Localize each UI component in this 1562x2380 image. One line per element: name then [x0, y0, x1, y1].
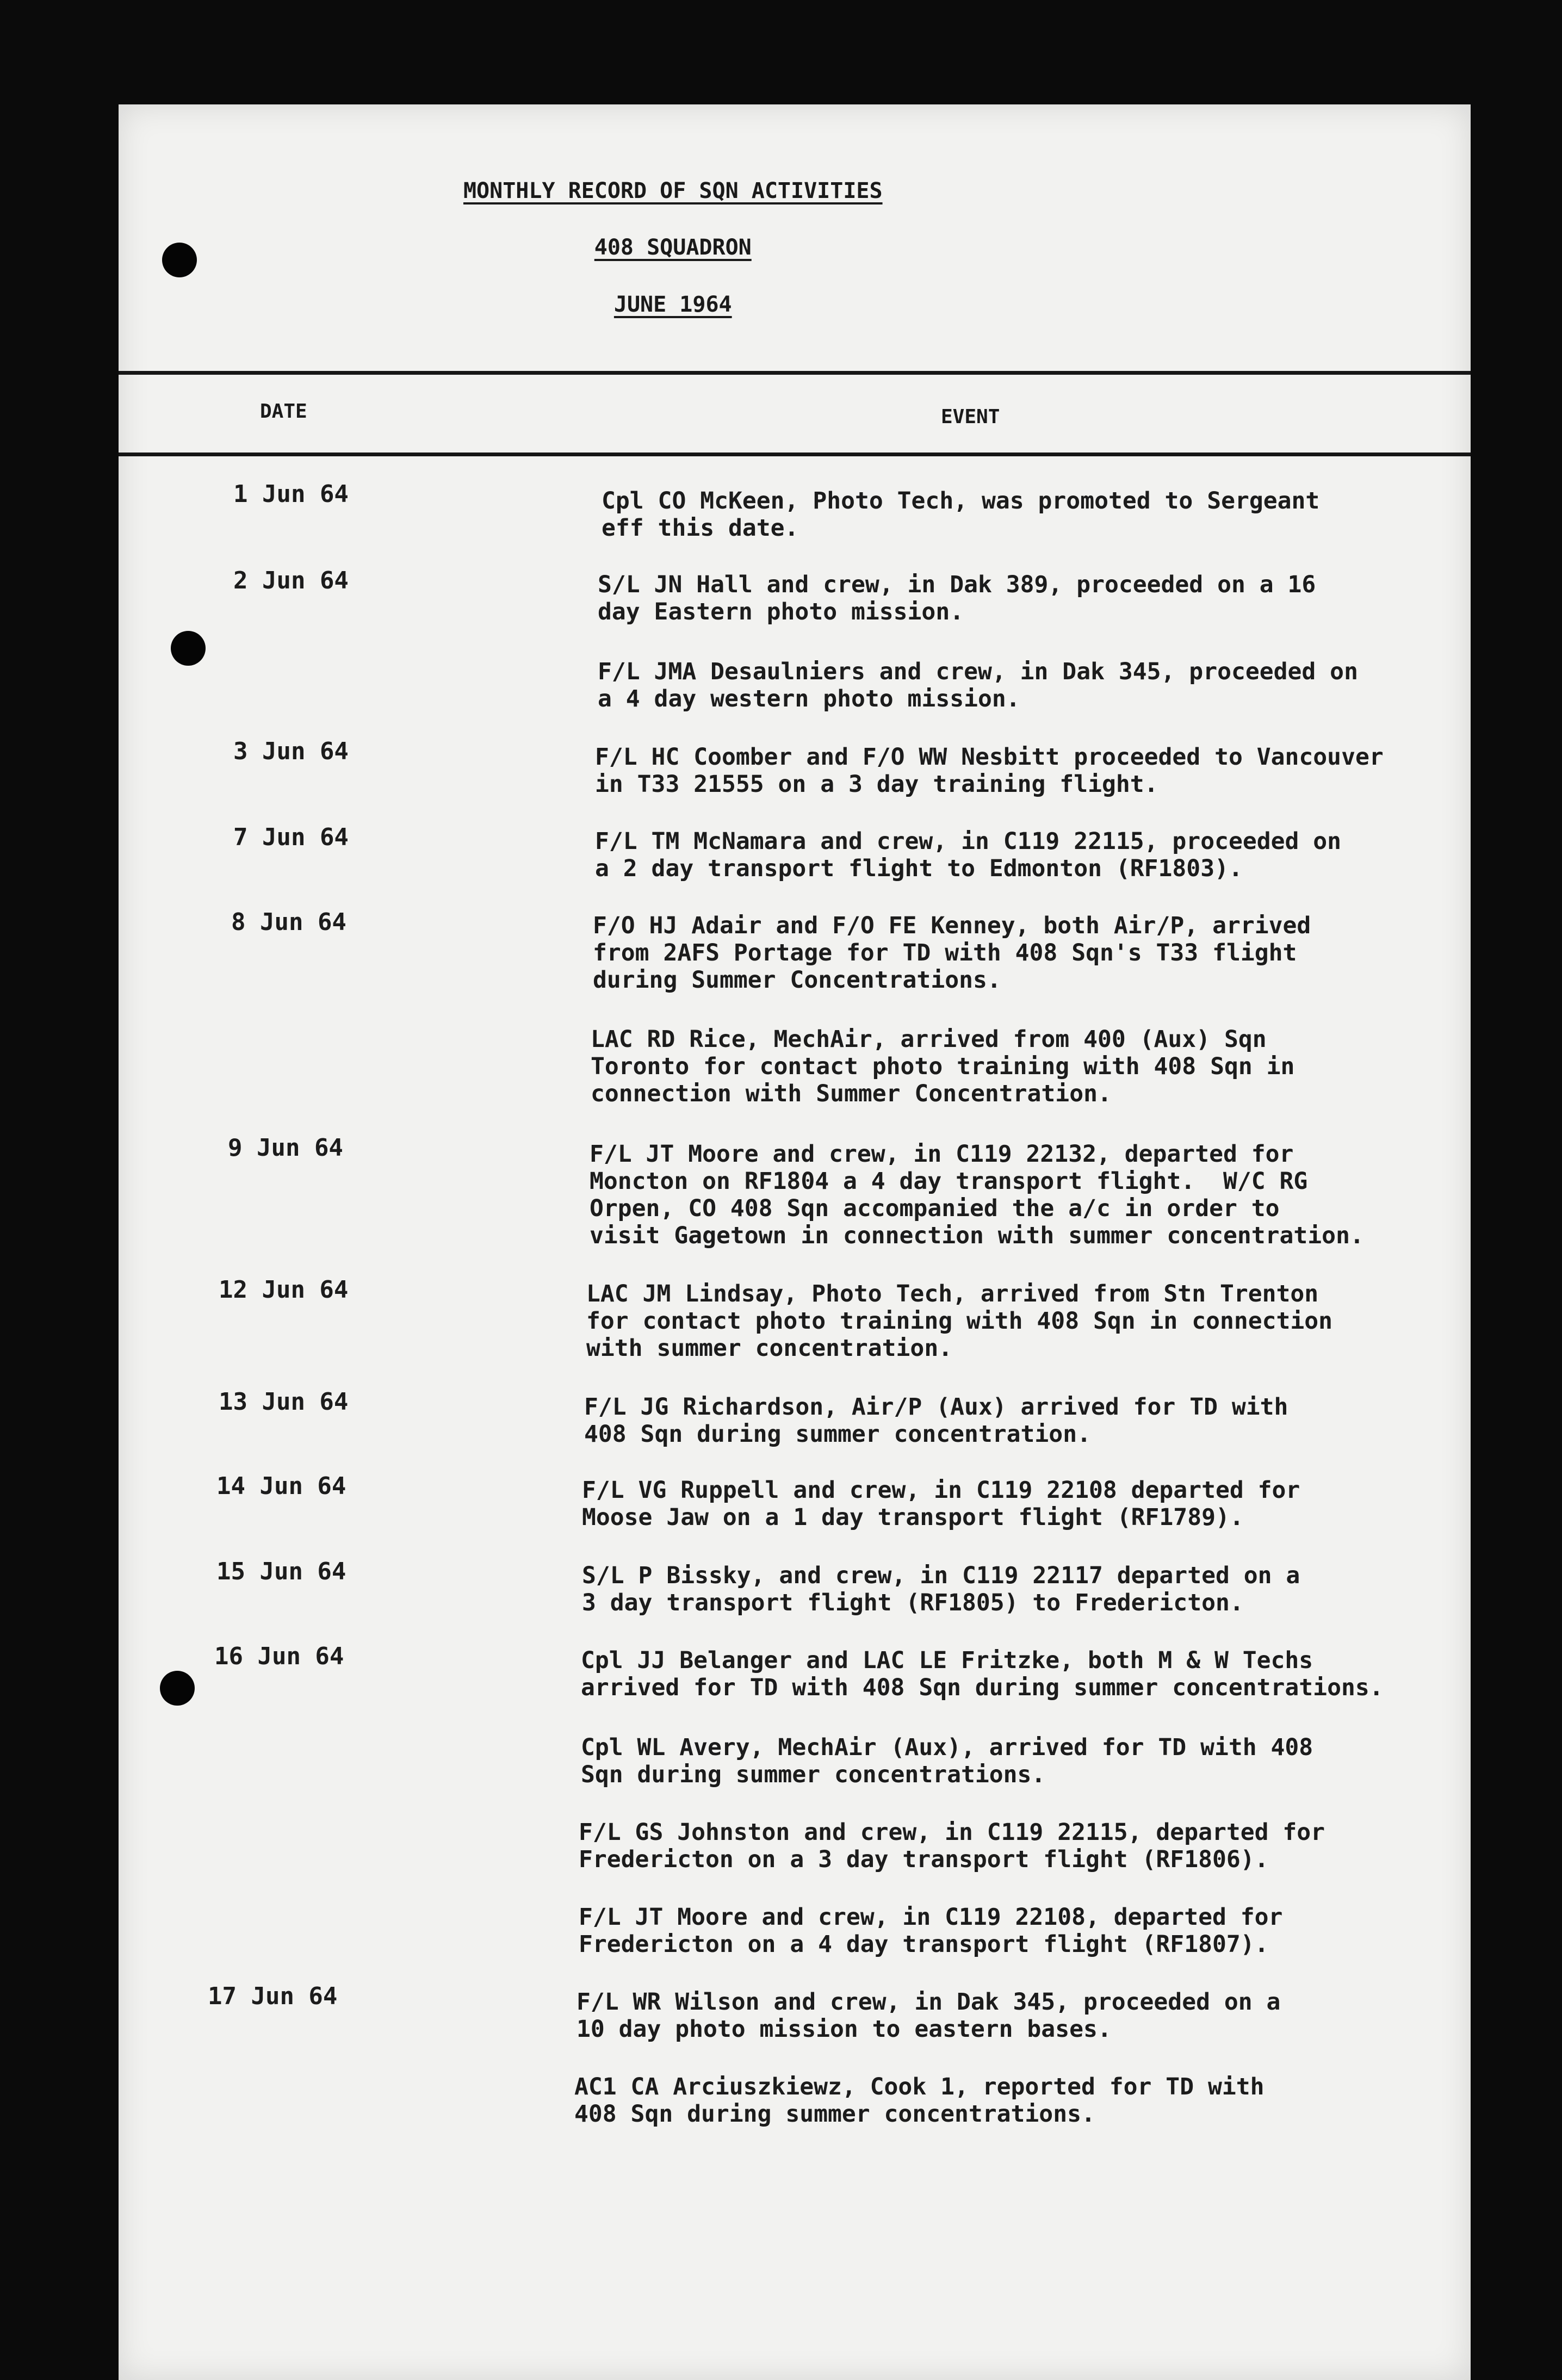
event-line: 3 day transport flight (RF1805) to Fredericton. [582, 1589, 1244, 1616]
event-line: LAC JM Lindsay, Photo Tech, arrived from Stn Trenton [586, 1280, 1319, 1307]
event-line: arrived for TD with 408 Sqn during summer concentrations. [581, 1674, 1384, 1701]
event-line: a 4 day western photo mission. [598, 685, 1020, 712]
event-line: Fredericton on a 3 day transport flight (RF1806). [579, 1846, 1269, 1873]
entry-event [579, 1904, 1384, 1958]
entry-event [595, 743, 1400, 798]
entry-event [574, 2073, 1379, 2128]
event-line: 408 Sqn during summer concentration. [584, 1421, 1091, 1448]
entry-event [586, 1280, 1391, 1362]
event-line: day Eastern photo mission. [598, 598, 964, 625]
event-line: F/L GS Johnston and crew, in C119 22115, departed for [579, 1819, 1325, 1846]
event-line: eff this date. [602, 515, 799, 542]
event-line: F/O HJ Adair and F/O FE Kenney, both Air/P, arrived [593, 912, 1311, 939]
event-line: Moncton on RF1804 a 4 day transport flight. W/C RG [590, 1168, 1308, 1195]
event-line: Orpen, CO 408 Sqn accompanied the a/c in order to [590, 1195, 1280, 1222]
event-line: Sqn during summer concentrations. [581, 1761, 1046, 1788]
event-line: F/L JG Richardson, Air/P (Aux) arrived for TD with [584, 1393, 1288, 1421]
entry-date: 2 Jun 64 [233, 567, 349, 594]
entry-event [582, 1562, 1387, 1616]
entry-event [577, 1988, 1381, 2043]
column-header-date: DATE [260, 400, 307, 423]
entry-date: 14 Jun 64 [216, 1472, 346, 1500]
event-line: in T33 21555 on a 3 day training flight. [595, 771, 1158, 798]
entry-date: 8 Jun 64 [231, 908, 346, 936]
entry-event [593, 912, 1398, 994]
entry-date: 3 Jun 64 [233, 737, 349, 765]
event-line: Moose Jaw on a 1 day transport flight (RF1789). [582, 1504, 1244, 1531]
entry-event [590, 1141, 1394, 1249]
entry-event [581, 1647, 1386, 1701]
doc-period: JUNE 1964 [613, 292, 732, 317]
event-line: S/L P Bissky, and crew, in C119 22117 departed on a [582, 1562, 1300, 1589]
event-line: a 2 day transport flight to Edmonton (RF1803). [595, 855, 1243, 882]
event-line: F/L JT Moore and crew, in C119 22108, departed for [579, 1904, 1283, 1931]
event-line: S/L JN Hall and crew, in Dak 389, proceeded on a 16 [598, 571, 1316, 598]
entry-event [581, 1734, 1386, 1788]
entry-date: 17 Jun 64 [208, 1982, 338, 2010]
entry-date: 16 Jun 64 [214, 1643, 344, 1670]
header-rule-bottom [119, 453, 1471, 456]
entry-date: 7 Jun 64 [233, 823, 349, 851]
event-line: Cpl JJ Belanger and LAC LE Fritzke, both M & W Techs [581, 1647, 1313, 1674]
event-line: LAC RD Rice, MechAir, arrived from 400 (Aux) Sqn [591, 1026, 1267, 1053]
event-line: visit Gagetown in connection with summer concentration. [590, 1222, 1364, 1249]
event-line: F/L VG Ruppell and crew, in C119 22108 departed for [582, 1477, 1300, 1504]
event-line: F/L TM McNamara and crew, in C119 22115, proceeded on [595, 828, 1342, 855]
event-line: connection with Summer Concentration. [591, 1080, 1112, 1107]
entry-event [595, 828, 1400, 882]
event-line: Fredericton on a 4 day transport flight (RF1807). [579, 1931, 1269, 1958]
entry-date: 13 Jun 64 [219, 1388, 349, 1416]
entry-event [598, 571, 1403, 625]
event-line: 10 day photo mission to eastern bases. [577, 2016, 1112, 2043]
column-header-event: EVENT [941, 406, 1000, 428]
entry-event [602, 487, 1406, 542]
entry-event [582, 1477, 1387, 1531]
event-line: F/L JMA Desaulniers and crew, in Dak 345, proceeded on [598, 658, 1358, 685]
event-line: from 2AFS Portage for TD with 408 Sqn's T33 flight [593, 939, 1297, 966]
doc-title: MONTHLY RECORD OF SQN ACTIVITIES [463, 178, 883, 203]
entry-event [598, 658, 1403, 712]
event-line: F/L HC Coomber and F/O WW Nesbitt proceeded to Vancouver [595, 743, 1384, 771]
header-rule-top [119, 371, 1471, 375]
entry-event [584, 1393, 1389, 1448]
document-page [119, 104, 1471, 2380]
event-line: Cpl WL Avery, MechAir (Aux), arrived for TD with 408 [581, 1734, 1313, 1761]
event-line: F/L JT Moore and crew, in C119 22132, departed for [590, 1141, 1294, 1168]
event-line: 408 Sqn during summer concentrations. [574, 2100, 1095, 2128]
event-line: during Summer Concentrations. [593, 966, 1001, 994]
entry-event [591, 1026, 1396, 1107]
entry-date: 15 Jun 64 [216, 1558, 346, 1585]
entry-date: 1 Jun 64 [233, 480, 349, 508]
entry-date: 9 Jun 64 [228, 1134, 343, 1162]
punch-hole [160, 1671, 195, 1706]
event-line: F/L WR Wilson and crew, in Dak 345, proceeded on a [577, 1988, 1281, 2016]
doc-unit: 408 SQUADRON [594, 235, 752, 260]
event-line: Toronto for contact photo training with 408 Sqn in [591, 1053, 1295, 1080]
punch-hole [171, 631, 206, 666]
entry-event [579, 1819, 1384, 1873]
entry-date: 12 Jun 64 [219, 1276, 349, 1304]
event-line: with summer concentration. [586, 1335, 953, 1362]
event-line: Cpl CO McKeen, Photo Tech, was promoted to Sergeant [602, 487, 1320, 515]
event-line: AC1 CA Arciuszkiewz, Cook 1, reported for TD with [574, 2073, 1265, 2100]
event-line: for contact photo training with 408 Sqn in connection [586, 1307, 1333, 1335]
